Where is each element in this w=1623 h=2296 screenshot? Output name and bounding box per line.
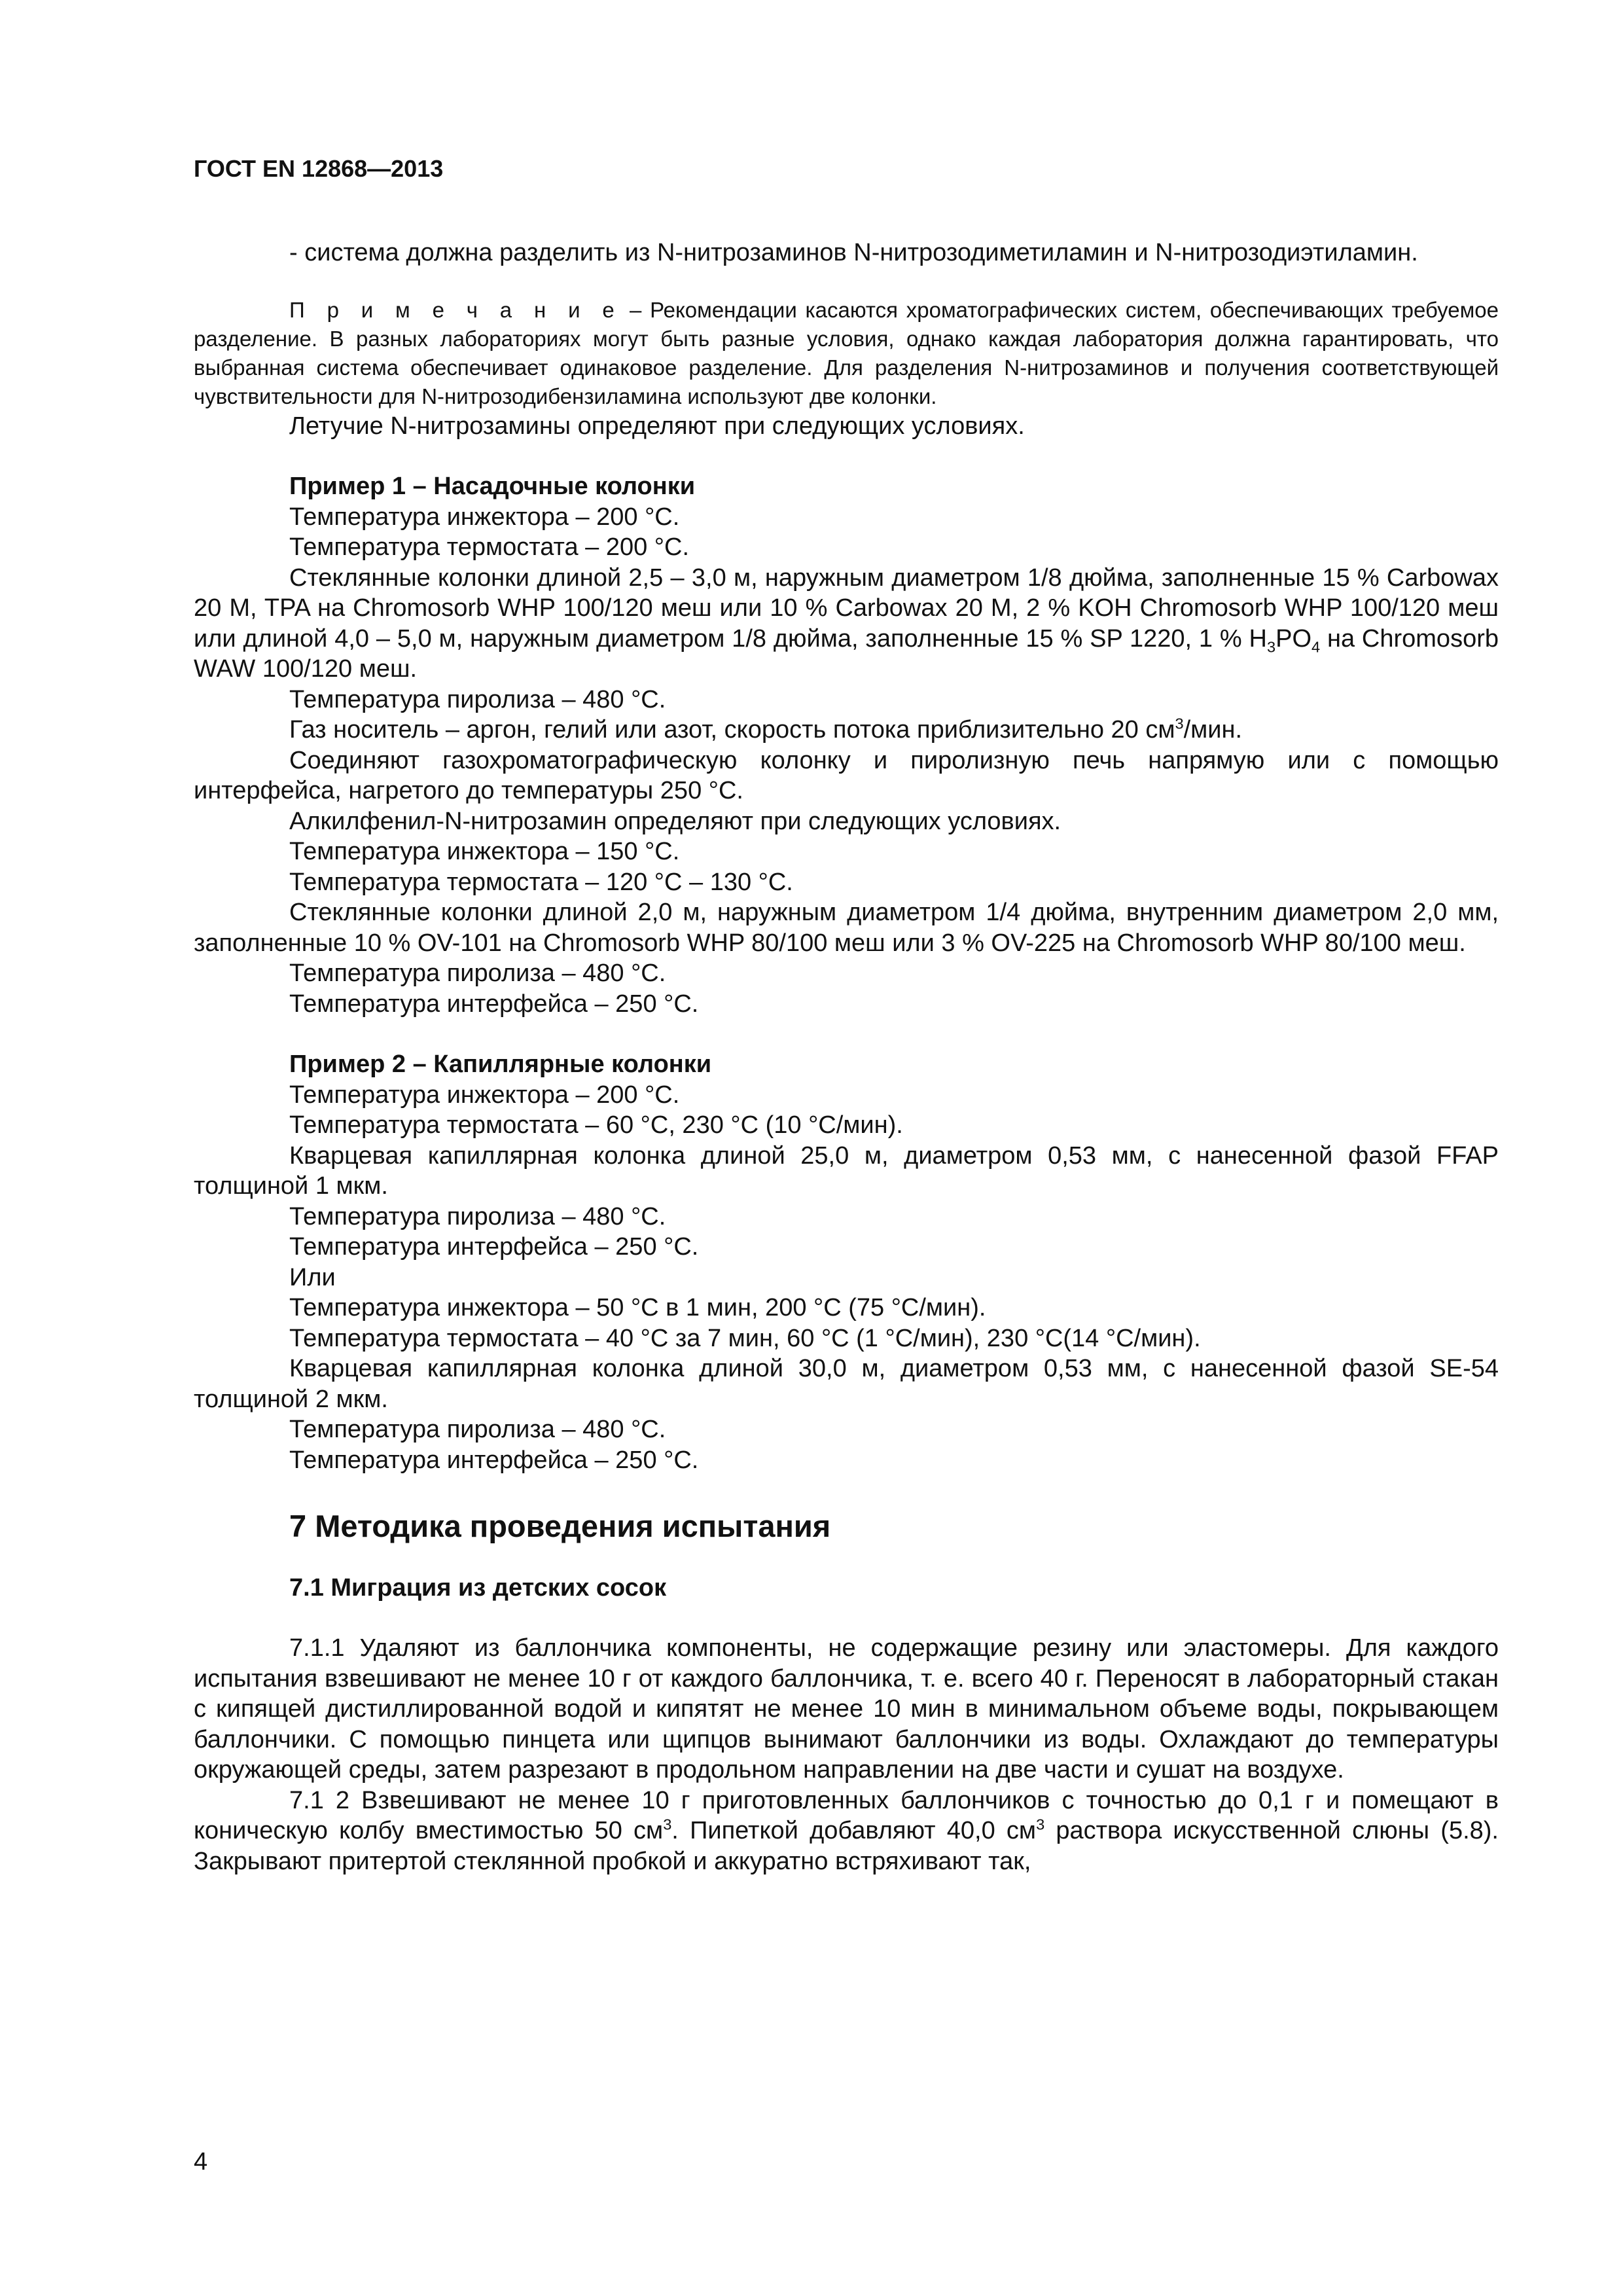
note-paragraph bbox=[194, 296, 1499, 411]
example2-interface-temp-2: Температура интерфейса – 250 °С. bbox=[289, 1446, 699, 1474]
example2-pyrolysis-temp: Температура пиролиза – 480 °С. bbox=[289, 1202, 666, 1230]
carrier-gas-text-a: Газ носитель – аргон, гелий или азот, скорость потока приблизительно 20 см bbox=[289, 716, 1175, 744]
paragraph-volatile: Летучие N-нитрозамины определяют при следующих условиях. bbox=[289, 412, 1025, 440]
example2-column-2: Кварцевая капиллярная колонка длиной 30,0 м, диаметром 0,53 мм, с нанесенной фазой SE-54 толщиной 2 мкм. bbox=[194, 1355, 1499, 1413]
example1-pyrolysis-temp: Температура пиролиза – 480 °С. bbox=[289, 685, 666, 713]
example1-columns-text-b: PO bbox=[1275, 624, 1311, 653]
example1-title: Пример 1 – Насадочные колонки bbox=[289, 473, 696, 500]
p712-superscript-2: 3 bbox=[1036, 1816, 1045, 1833]
page-content bbox=[194, 152, 1499, 1876]
paragraph-7-1-2 bbox=[194, 1785, 1499, 1877]
example1-alkylphenyl: Алкилфенил-N-нитрозамин определяют при следующих условиях. bbox=[289, 807, 1061, 835]
section-7-1-heading: 7.1 Миграция из детских сосок bbox=[289, 1574, 667, 1602]
example1-columns-text-a: Стеклянные колонки длиной 2,5 – 3,0 м, наружным диаметром 1/8 дюйма, заполненные 15 % Carbowax 20 M, TPA на Chromosorb WHP 100/120 меш или 10 % Carbowax 20 M, 2 % KOH Chromosorb WHP 100/120 меш или длиной 4,0 – 5,0 м, наружным диаметром 1/8 дюйма, заполненные 15 % SP 1220, 1 % H bbox=[194, 564, 1499, 653]
document-header: ГОСТ EN 12868—2013 bbox=[194, 155, 444, 182]
p712-text-c: раствора искусственной слюны (5.8). Закрывают притертой стеклянной пробкой и аккуратно встряхивают так, bbox=[194, 1817, 1499, 1875]
example2-title: Пример 2 – Капиллярные колонки bbox=[289, 1050, 712, 1078]
example2-or: Или bbox=[289, 1263, 336, 1291]
example1-columns-text-c: на Chromosorb WAW 100/120 меш. bbox=[194, 624, 1499, 683]
example1-injector-temp-2: Температура инжектора – 150 °С. bbox=[289, 838, 680, 865]
example1-columns-2: Стеклянные колонки длиной 2,0 м, наружным диаметром 1/4 дюйма, внутренним диаметром 2,0 мм, заполненные 10 % OV-101 на Chromosorb WHP 80/100 меш или 3 % OV-225 на Chromosorb WHP 80/100 меш. bbox=[194, 899, 1499, 957]
example2-thermostat-temp-2: Температура термостата – 40 °С за 7 мин, 60 °С (1 °С/мин), 230 °С(14 °С/мин). bbox=[289, 1324, 1201, 1352]
example2-interface-temp: Температура интерфейса – 250 °С. bbox=[289, 1233, 699, 1261]
subscript-3: 3 bbox=[1266, 638, 1276, 656]
section-7-heading: 7 Методика проведения испытания bbox=[289, 1509, 831, 1543]
superscript-3: 3 bbox=[1175, 715, 1184, 732]
carrier-gas-text-b: /мин. bbox=[1183, 716, 1243, 744]
example2-thermostat-temp: Температура термостата – 60 °С, 230 °С (10 °С/мин). bbox=[289, 1111, 903, 1139]
example1-carrier-gas bbox=[194, 715, 1499, 745]
p712-superscript-1: 3 bbox=[663, 1816, 672, 1833]
subscript-4: 4 bbox=[1311, 638, 1321, 656]
example1-columns bbox=[194, 563, 1499, 685]
example1-thermostat-temp: Температура термостата – 200 °С. bbox=[289, 533, 690, 561]
note-text: – Рекомендации касаются хроматографических систем, обеспечивающих требуемое разделение. В разных лабораториях могут быть разные условия, однако каждая лаборатория должна гарантировать, что выбранная система обеспечивает одинаковое разделение. Для разделения N-нитрозаминов и получения соответствующей чувствительности для N-нитрозодибензиламина используют две колонки. bbox=[194, 297, 1499, 408]
example1-interface-temp: Температура интерфейса – 250 °С. bbox=[289, 990, 699, 1018]
example2-injector-temp-2: Температура инжектора – 50 °С в 1 мин, 200 °С (75 °С/мин). bbox=[289, 1294, 986, 1321]
example2-column: Кварцевая капиллярная колонка длиной 25,0 м, диаметром 0,53 мм, с нанесенной фазой FFAP толщиной 1 мкм. bbox=[194, 1141, 1499, 1200]
example1-pyrolysis-temp-2: Температура пиролиза – 480 °С. bbox=[289, 960, 666, 987]
example1-injector-temp: Температура инжектора – 200 °С. bbox=[289, 503, 680, 531]
example1-thermostat-temp-2: Температура термостата – 120 °С – 130 °С. bbox=[289, 868, 793, 896]
p712-text-b: . Пипеткой добавляют 40,0 см bbox=[671, 1817, 1037, 1844]
example1-connection: Соединяют газохроматографическую колонку и пиролизную печь напрямую или с помощью интерфейса, нагретого до температуры 250 °С. bbox=[194, 746, 1499, 804]
example2-pyrolysis-temp-2: Температура пиролиза – 480 °С. bbox=[289, 1416, 666, 1443]
paragraph-7-1-1: 7.1.1 Удаляют из баллончика компоненты, не содержащие резину или эластомеры. Для каждого испытания взвешивают не менее 10 г от каждого баллончика, т. е. всего 40 г. Переносят в лабораторный стакан с кипящей дистиллированной водой и кипятят не менее 10 мин в минимальном объеме воды, покрывающем баллончики. С помощью пинцета или щипцов вынимают баллончики из воды. Охлаждают до температуры окружающей среды, затем разрезают в продольном направлении на две части и сушат на воздухе. bbox=[194, 1634, 1499, 1784]
paragraph-system-requirement: - система должна разделить из N-нитрозаминов N-нитрозодиметиламин и N-нитрозодиэтиламин. bbox=[289, 239, 1418, 266]
page-number: 4 bbox=[194, 2148, 208, 2176]
p712-text-a: 7.1 2 Взвешивают не менее 10 г приготовленных баллончиков с точностью до 0,1 г и помещают в коническую колбу вместимостью 50 см bbox=[194, 1786, 1499, 1844]
example2-injector-temp: Температура инжектора – 200 °С. bbox=[289, 1081, 680, 1109]
note-label: П р и м е ч а н и е bbox=[289, 297, 622, 322]
